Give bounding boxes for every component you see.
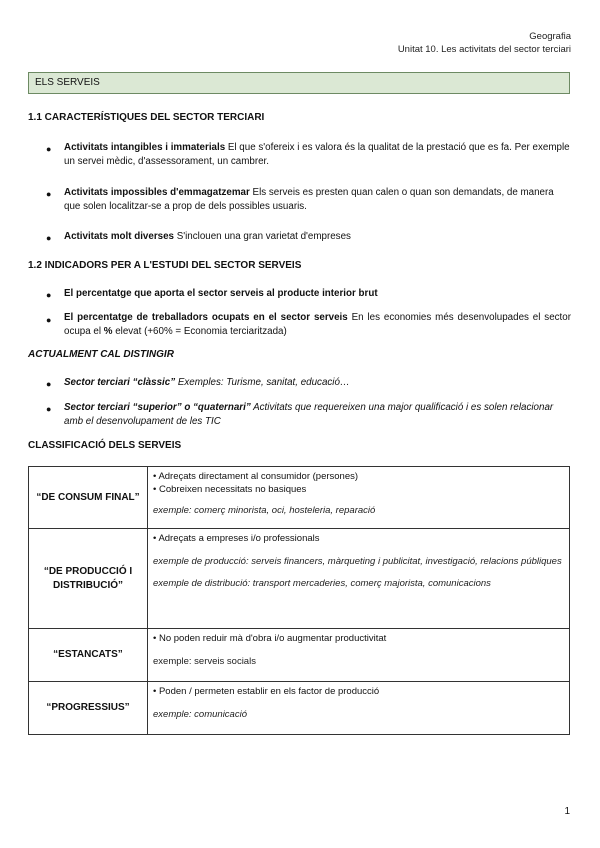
item-bold: El percentatge de treballadors ocupats en el sector serveis	[64, 312, 348, 323]
row-desc	[148, 629, 570, 682]
table-row	[29, 529, 570, 629]
table-row	[29, 629, 570, 682]
row-label: “PROGRESSIUS”	[29, 682, 148, 735]
item-text: Els serveis es presten quan calen o quan son demandats, de manera que solen localitzar-se a prop de dels possibles usuaris.	[64, 187, 554, 212]
item-text: S'inclouen una gran varietat d'empreses	[174, 231, 351, 242]
bullet-icon: ●	[46, 233, 52, 243]
section2-heading: 1.2 INDICADORS PER A L'ESTUDI DEL SECTOR SERVEIS	[28, 260, 302, 271]
classification-heading: CLASSIFICACIÓ DELS SERVEIS	[28, 440, 182, 451]
section3-heading: ACTUALMENT CAL DISTINGIR	[28, 349, 174, 360]
desc-example: exemple: comunicació	[153, 709, 247, 720]
bullet-icon: ●	[46, 144, 52, 154]
row-label: “ESTANCATS”	[29, 629, 148, 682]
list-item	[64, 376, 571, 390]
item-bold: Sector terciari “superior” o “quaternari”	[64, 402, 251, 413]
desc-line: • No poden reduir mà d'obra i/o augmentar productivitat	[153, 633, 387, 644]
list-item	[64, 186, 571, 214]
item-text: El que s'ofereix i es valora és la qualitat de la prestació que es fa. Per exemple un servei mèdic, d'assessorament, un cambrer.	[64, 142, 570, 167]
desc-example: exemple de producció: serveis financers, màrqueting i publicitat, investigació, relacions públiques	[153, 556, 562, 567]
item-bold: Activitats molt diverses	[64, 231, 174, 242]
classification-table	[28, 466, 570, 735]
item-bold: Activitats impossibles d'emmagatzemar	[64, 187, 250, 198]
list-item	[64, 401, 571, 429]
table-row	[29, 682, 570, 735]
section1-heading: 1.1 CARACTERÍSTIQUES DEL SECTOR TERCIARI	[28, 112, 265, 123]
item-bold: %	[103, 326, 113, 337]
desc-example: exemple: serveis socials	[153, 656, 256, 667]
bullet-icon: ●	[46, 379, 52, 389]
desc-example: exemple: comerç minorista, oci, hosteleria, reparació	[153, 505, 376, 516]
item-text: Exemples: Turisme, sanitat, educació…	[175, 377, 350, 388]
row-desc	[148, 467, 570, 529]
bullet-icon: ●	[46, 404, 52, 414]
desc-line: • Adreçats a empreses i/o professionals	[153, 533, 320, 544]
row-label: “DE CONSUM FINAL”	[29, 467, 148, 529]
desc-example: exemple de distribució: transport mercaderies, comerç majorista, comunicacions	[153, 578, 491, 589]
list-item	[64, 230, 571, 244]
header-subject: Geografia	[529, 31, 571, 42]
item-text: Activitats que requereixen una major qualificació i es solen relacionar amb el desenvolupament de les TIC	[64, 402, 554, 427]
bullet-icon: ●	[46, 189, 52, 199]
list-item	[64, 141, 571, 169]
table-row	[29, 467, 570, 529]
desc-line: • Cobreixen necessitats no basiques	[153, 484, 307, 495]
list-item	[64, 311, 571, 339]
section-title-box: ELS SERVEIS	[28, 72, 570, 94]
item-bold: Activitats intangibles i immaterials	[64, 142, 226, 153]
item-bold: Sector terciari “clàssic”	[64, 377, 176, 388]
desc-line: • Poden / permeten establir en els factor de producció	[153, 686, 380, 697]
item-text: elevat (+60% = Economia terciaritzada)	[112, 326, 287, 337]
page-number: 1	[564, 806, 570, 817]
desc-line: • Adreçats directament al consumidor (persones)	[153, 471, 359, 482]
list-item	[64, 287, 571, 301]
row-desc	[148, 682, 570, 735]
row-label: “DE PRODUCCIÓ I DISTRIBUCIÓ”	[29, 529, 148, 629]
item-text: En les economies més desenvolupades el sector ocupa el	[64, 312, 571, 337]
bullet-icon: ●	[46, 290, 52, 300]
bullet-icon: ●	[46, 315, 52, 325]
row-desc	[148, 529, 570, 629]
item-bold: El percentatge que aporta el sector serveis al producte interior brut	[64, 288, 378, 299]
header-unit: Unitat 10. Les activitats del sector terciari	[397, 44, 571, 55]
